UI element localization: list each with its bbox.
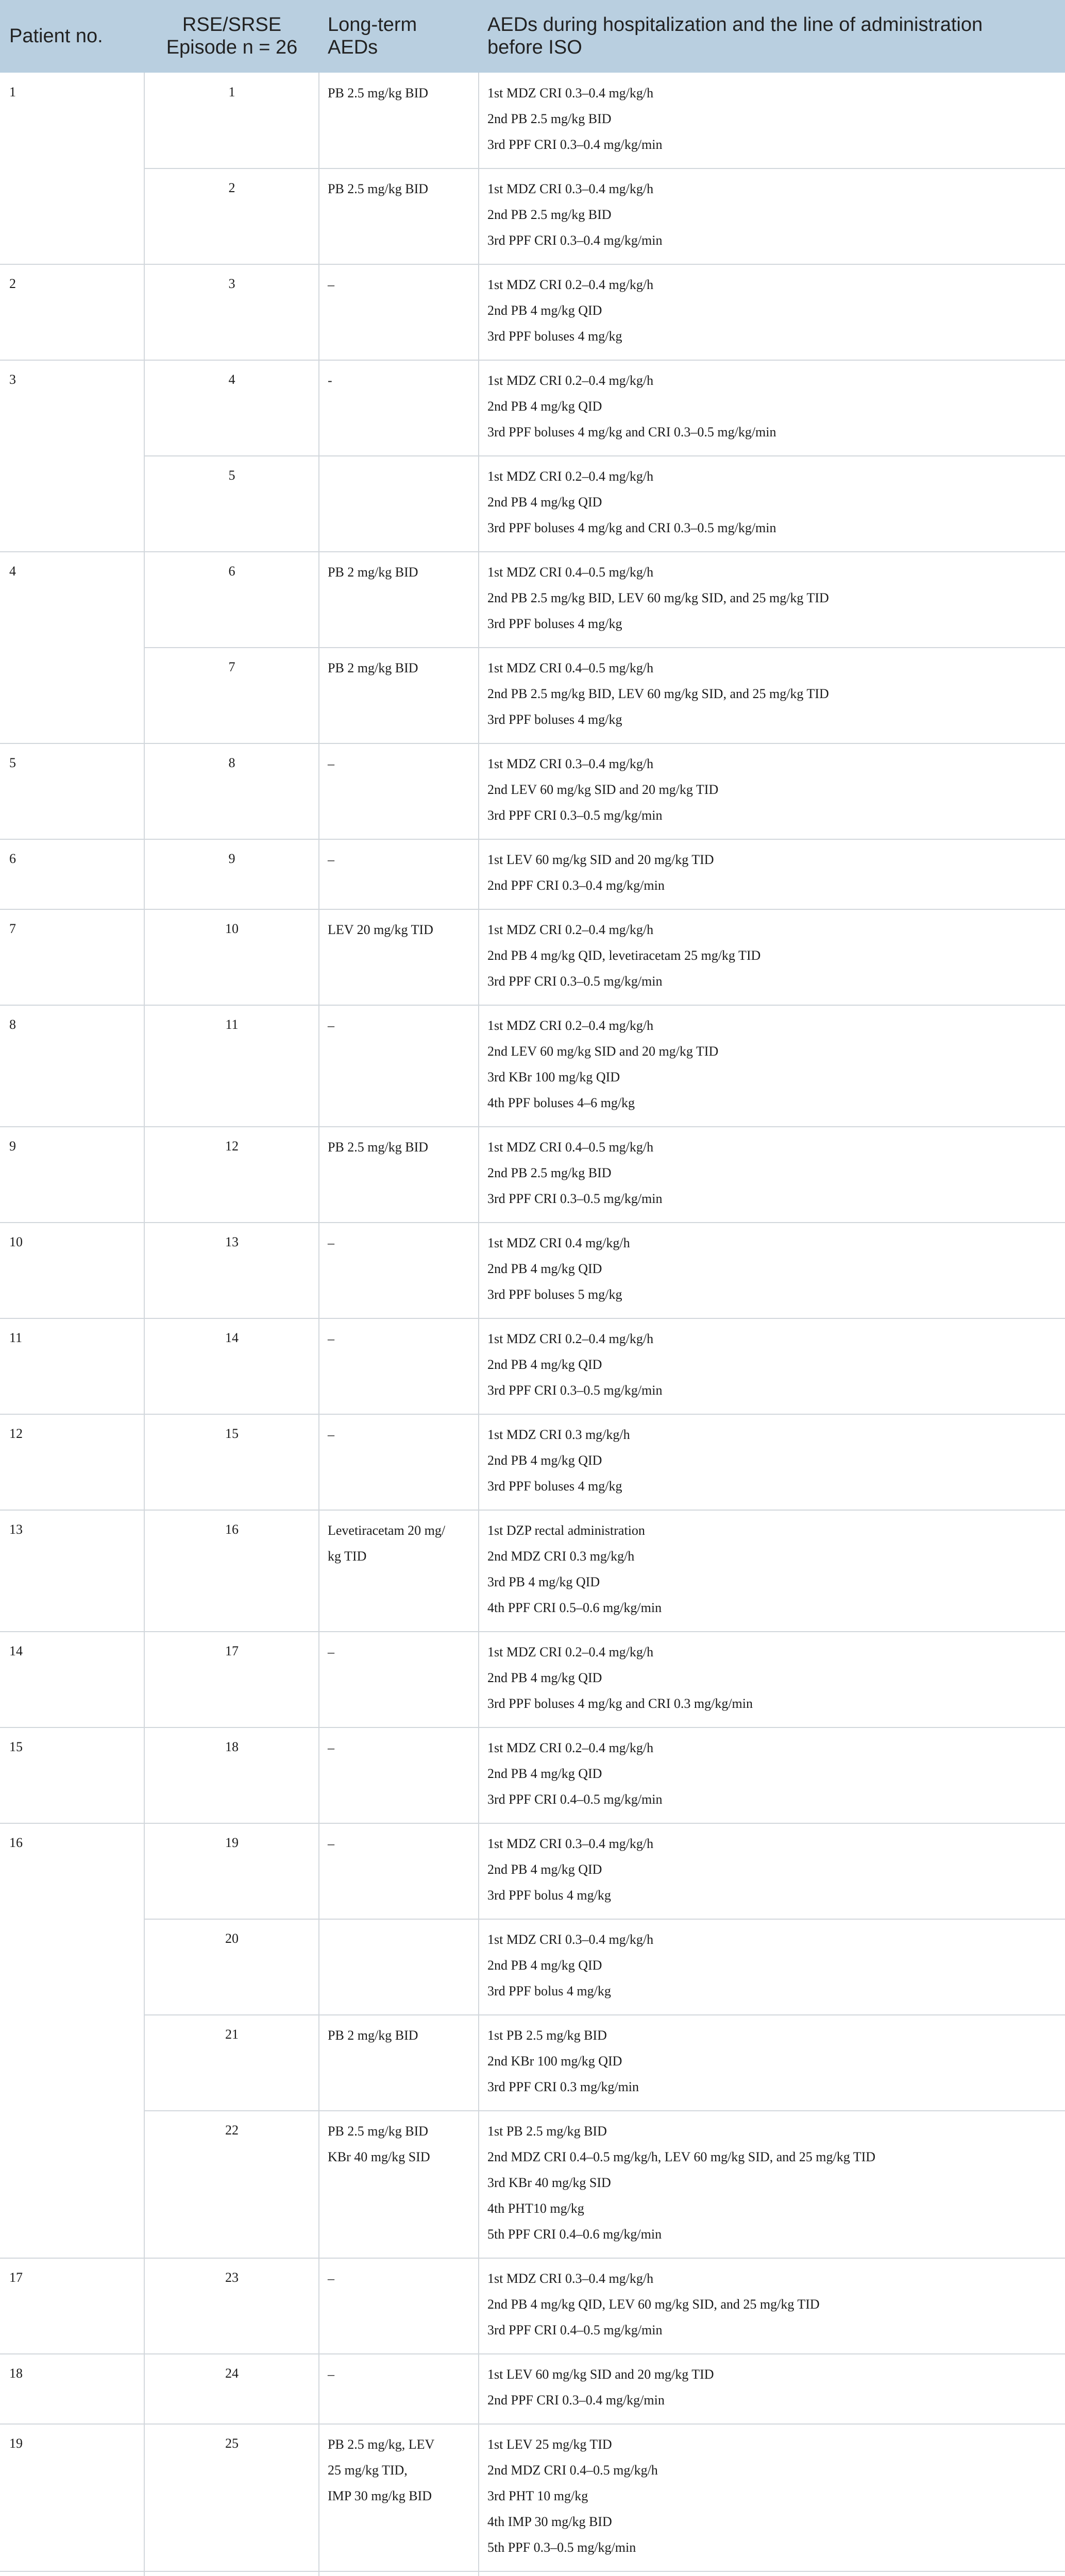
column-divider (318, 2354, 319, 2424)
row-divider (0, 839, 1065, 840)
column-divider (144, 2424, 145, 2571)
column-divider (144, 909, 145, 1005)
row-divider (0, 1414, 1065, 1415)
column-divider (318, 839, 319, 909)
admin-line: 1st MDZ CRI 0.4 mg/kg/h (487, 1235, 630, 1250)
aed-line: PB 2 mg/kg BID (328, 565, 418, 580)
column-divider (478, 1632, 479, 1727)
admin-line: 4th PPF boluses 4–6 mg/kg (487, 1095, 635, 1110)
column-divider (478, 2571, 479, 2576)
patient-number: 15 (9, 1739, 23, 1754)
column-divider (478, 2354, 479, 2424)
admin-line: 1st MDZ CRI 0.2–0.4 mg/kg/h (487, 1645, 654, 1659)
column-divider (478, 1318, 479, 1414)
long-term-aeds (328, 1013, 472, 1039)
admin-line: 1st MDZ CRI 0.3–0.4 mg/kg/h (487, 1932, 654, 1947)
column-divider (318, 1223, 319, 1318)
row-divider (0, 1126, 1065, 1127)
long-term-aeds (328, 1134, 472, 1160)
aed-line: – (328, 1331, 334, 1346)
episode-number: 4 (228, 372, 235, 387)
episode-number: 15 (225, 1426, 239, 1441)
row-divider (144, 2014, 1065, 2015)
administration-lines (487, 560, 1054, 637)
admin-line: 2nd PB 4 mg/kg QID (487, 1453, 602, 1468)
episode-number: 17 (225, 1643, 239, 1658)
administration-lines (487, 1230, 1054, 1308)
admin-line: 1st MDZ CRI 0.4–0.5 mg/kg/h (487, 660, 654, 675)
admin-line: 3rd KBr 40 mg/kg SID (487, 2175, 611, 2190)
column-divider (144, 1127, 145, 1223)
admin-line: 1st MDZ CRI 0.2–0.4 mg/kg/h (487, 1018, 654, 1033)
admin-line: 2nd PB 2.5 mg/kg BID (487, 111, 612, 126)
patient-number: 3 (9, 372, 16, 387)
episode-number: 24 (225, 2366, 239, 2381)
header-admin-line1: AEDs during hospitalization and the line of administration (487, 14, 983, 36)
long-term-aeds (328, 751, 472, 777)
column-divider (478, 73, 479, 264)
admin-line: 3rd PPF CRI 0.4–0.5 mg/kg/min (487, 2323, 663, 2337)
row-divider (0, 2258, 1065, 2259)
column-divider (478, 1510, 479, 1632)
admin-line: 3rd PPF bolus 4 mg/kg (487, 1888, 611, 1903)
administration-lines (487, 272, 1054, 349)
column-divider (144, 1510, 145, 1632)
patient-number: 17 (9, 2270, 23, 2285)
column-divider (144, 1223, 145, 1318)
column-divider (318, 2258, 319, 2354)
column-divider (478, 2258, 479, 2354)
patient-number: 1 (9, 84, 16, 99)
column-divider (318, 360, 319, 552)
episode-number: 25 (225, 2436, 239, 2451)
long-term-aeds (328, 80, 472, 106)
admin-line: 1st MDZ CRI 0.2–0.4 mg/kg/h (487, 1331, 654, 1346)
aed-line: kg TID (328, 1549, 367, 1564)
admin-line: 2nd PB 4 mg/kg QID (487, 1261, 602, 1276)
admin-line: 1st MDZ CRI 0.4–0.5 mg/kg/h (487, 1140, 654, 1155)
admin-line: 1st LEV 60 mg/kg SID and 20 mg/kg TID (487, 2367, 714, 2382)
patient-number: 16 (9, 1835, 23, 1850)
administration-lines (487, 368, 1054, 445)
episode-number: 2 (228, 180, 235, 195)
column-divider (318, 552, 319, 743)
row-divider (0, 2353, 1065, 2354)
long-term-aeds (328, 655, 472, 681)
long-term-aeds (328, 272, 472, 298)
header-longterm-line1: Long-term (328, 14, 417, 36)
column-divider (318, 1127, 319, 1223)
column-divider (478, 1223, 479, 1318)
column-divider (318, 1632, 319, 1727)
episode-number: 6 (228, 564, 235, 579)
aed-line: IMP 30 mg/kg BID (328, 2488, 432, 2503)
long-term-aeds (328, 2266, 472, 2292)
admin-line: 3rd PPF boluses 4 mg/kg (487, 712, 622, 727)
admin-line: 3rd PPF CRI 0.3–0.4 mg/kg/min (487, 137, 663, 152)
admin-line: 3rd PB 4 mg/kg QID (487, 1574, 600, 1589)
admin-line: 2nd PB 4 mg/kg QID (487, 1670, 602, 1685)
administration-lines (487, 917, 1054, 994)
episode-number: 19 (225, 1835, 239, 1850)
admin-line: 2nd MDZ CRI 0.4–0.5 mg/kg/h, LEV 60 mg/kg SID, and 25 mg/kg TID (487, 2149, 876, 2164)
patient-number: 14 (9, 1643, 23, 1658)
table-header (0, 0, 1065, 73)
admin-line: 2nd KBr 100 mg/kg QID (487, 2054, 622, 2069)
patient-number: 9 (9, 1139, 16, 1154)
administration-lines (487, 1422, 1054, 1499)
admin-line: 1st MDZ CRI 0.2–0.4 mg/kg/h (487, 1740, 654, 1755)
row-divider (0, 2424, 1065, 2425)
row-divider (0, 2571, 1065, 2572)
admin-line: 2nd LEV 60 mg/kg SID and 20 mg/kg TID (487, 1044, 719, 1059)
column-divider (144, 1005, 145, 1127)
aed-line: PB 2.5 mg/kg, LEV (328, 2437, 435, 2452)
aed-line: LEV 20 mg/kg TID (328, 922, 433, 937)
long-term-aeds (328, 1639, 472, 1665)
long-term-aeds (328, 560, 472, 585)
header-longterm-line2: AEDs (328, 37, 378, 58)
row-divider (0, 1005, 1065, 1006)
column-divider (318, 2571, 319, 2576)
aed-line: PB 2.5 mg/kg BID (328, 181, 429, 196)
admin-line: 1st MDZ CRI 0.3–0.4 mg/kg/h (487, 756, 654, 771)
long-term-aeds (328, 1518, 472, 1569)
admin-line: 1st MDZ CRI 0.3–0.4 mg/kg/h (487, 1836, 654, 1851)
admin-line: 2nd PPF CRI 0.3–0.4 mg/kg/min (487, 2393, 665, 2408)
aed-line: PB 2 mg/kg BID (328, 2028, 418, 2043)
admin-line: 2nd PB 2.5 mg/kg BID (487, 1165, 612, 1180)
patient-number: 6 (9, 851, 16, 866)
episode-number: 16 (225, 1522, 239, 1537)
episode-number: 22 (225, 2123, 239, 2138)
row-divider (0, 360, 1065, 361)
row-divider (144, 455, 1065, 456)
admin-line: 2nd PPF CRI 0.3–0.4 mg/kg/min (487, 878, 665, 893)
admin-line: 1st PB 2.5 mg/kg BID (487, 2124, 607, 2139)
row-divider (144, 1919, 1065, 1920)
episode-number: 10 (225, 921, 239, 936)
administration-lines (487, 2119, 1054, 2247)
admin-line: 3rd PPF CRI 0.3–0.5 mg/kg/min (487, 808, 663, 823)
column-divider (478, 839, 479, 909)
row-divider (144, 2110, 1065, 2111)
patient-number: 8 (9, 1017, 16, 1032)
aed-line: 25 mg/kg TID, (328, 2463, 408, 2478)
long-term-aeds (328, 176, 472, 202)
row-divider (0, 1823, 1065, 1824)
long-term-aeds (328, 1422, 472, 1448)
admin-line: 3rd PPF boluses 4 mg/kg and CRI 0.3–0.5 mg/kg/min (487, 425, 776, 439)
aed-line: KBr 40 mg/kg SID (328, 2149, 430, 2164)
long-term-aeds (328, 368, 472, 394)
episode-number: 5 (228, 468, 235, 483)
column-divider (318, 1318, 319, 1414)
admin-line: 2nd PB 4 mg/kg QID (487, 1357, 602, 1372)
episode-number: 9 (228, 851, 235, 866)
column-divider (144, 1414, 145, 1510)
admin-line: 1st MDZ CRI 0.3 mg/kg/h (487, 1427, 630, 1442)
header-patient-no: Patient no. (9, 25, 103, 47)
administration-lines (487, 176, 1054, 253)
column-divider (478, 552, 479, 743)
column-divider (318, 909, 319, 1005)
aed-line: PB 2.5 mg/kg BID (328, 2124, 429, 2139)
administration-lines (487, 2023, 1054, 2100)
administration-lines (487, 1735, 1054, 1812)
admin-line: 2nd PB 4 mg/kg QID (487, 1766, 602, 1781)
column-divider (318, 264, 319, 360)
column-divider (318, 73, 319, 264)
admin-line: 1st MDZ CRI 0.2–0.4 mg/kg/h (487, 277, 654, 292)
admin-line: 5th PPF CRI 0.4–0.6 mg/kg/min (487, 2227, 662, 2242)
patient-number: 11 (9, 1330, 23, 1345)
column-divider (318, 1414, 319, 1510)
admin-line: 2nd PB 2.5 mg/kg BID, LEV 60 mg/kg SID, and 25 mg/kg TID (487, 686, 829, 701)
admin-line: 3rd PPF CRI 0.3–0.5 mg/kg/min (487, 974, 663, 989)
admin-line: 4th PHT10 mg/kg (487, 2201, 584, 2216)
row-divider (0, 909, 1065, 910)
admin-line: 1st MDZ CRI 0.3–0.4 mg/kg/h (487, 2271, 654, 2286)
admin-line: 3rd PPF CRI 0.3–0.5 mg/kg/min (487, 1191, 663, 1206)
aed-line: – (328, 1645, 334, 1659)
aed-line: – (328, 1235, 334, 1250)
long-term-aeds (328, 1230, 472, 1256)
patient-number: 10 (9, 1234, 23, 1249)
admin-line: 3rd PPF CRI 0.3 mg/kg/min (487, 2079, 639, 2094)
admin-line: 4th IMP 30 mg/kg BID (487, 2514, 612, 2529)
admin-line: 1st PB 2.5 mg/kg BID (487, 2028, 607, 2043)
administration-lines (487, 1927, 1054, 2004)
column-divider (144, 2354, 145, 2424)
column-divider (478, 2424, 479, 2571)
patient-number: 13 (9, 1522, 23, 1537)
episode-number: 8 (228, 755, 235, 770)
row-divider (0, 1631, 1065, 1632)
row-divider (0, 551, 1065, 552)
aed-line: PB 2.5 mg/kg BID (328, 86, 429, 100)
column-divider (318, 743, 319, 839)
aed-line: – (328, 1740, 334, 1755)
admin-line: 3rd PPF boluses 4 mg/kg (487, 329, 622, 344)
episode-number: 23 (225, 2270, 239, 2285)
column-divider (144, 2258, 145, 2354)
aed-line: – (328, 1427, 334, 1442)
column-divider (144, 1727, 145, 1823)
column-divider (144, 1318, 145, 1414)
column-divider (478, 264, 479, 360)
admin-line: 2nd PB 4 mg/kg QID, LEV 60 mg/kg SID, and 25 mg/kg TID (487, 2297, 820, 2312)
administration-lines (487, 2432, 1054, 2561)
long-term-aeds (328, 2023, 472, 2048)
aed-line: - (328, 373, 332, 388)
row-divider (0, 264, 1065, 265)
admin-line: 1st MDZ CRI 0.2–0.4 mg/kg/h (487, 373, 654, 388)
admin-line: 1st MDZ CRI 0.3–0.4 mg/kg/h (487, 86, 654, 100)
row-divider (0, 1318, 1065, 1319)
episode-number: 3 (228, 276, 235, 291)
admin-line: 2nd PB 4 mg/kg QID (487, 1958, 602, 1973)
column-divider (144, 264, 145, 360)
column-divider (478, 743, 479, 839)
column-divider (478, 1005, 479, 1127)
column-divider (318, 1005, 319, 1127)
column-divider (144, 1823, 145, 2258)
column-divider (318, 1510, 319, 1632)
administration-lines (487, 847, 1054, 899)
administration-lines (487, 1134, 1054, 1212)
aed-line: – (328, 756, 334, 771)
header-admin-line2: before ISO (487, 37, 582, 58)
admin-line: 1st MDZ CRI 0.3–0.4 mg/kg/h (487, 181, 654, 196)
aed-line: – (328, 277, 334, 292)
column-divider (478, 1727, 479, 1823)
column-divider (478, 909, 479, 1005)
episode-number: 20 (225, 1931, 239, 1946)
administration-lines (487, 1518, 1054, 1621)
column-divider (144, 73, 145, 264)
admin-line: 2nd PB 4 mg/kg QID, levetiracetam 25 mg/kg TID (487, 948, 761, 963)
aed-line: – (328, 1836, 334, 1851)
patient-number: 19 (9, 2436, 23, 2451)
admin-line: 3rd PPF bolus 4 mg/kg (487, 1984, 611, 1998)
column-divider (478, 1414, 479, 1510)
administration-lines (487, 2362, 1054, 2413)
admin-line: 3rd KBr 100 mg/kg QID (487, 1070, 620, 1084)
admin-line: 1st MDZ CRI 0.2–0.4 mg/kg/h (487, 922, 654, 937)
long-term-aeds (328, 2362, 472, 2387)
admin-line: 3rd PPF boluses 4 mg/kg and CRI 0.3 mg/kg/min (487, 1696, 753, 1711)
row-divider (0, 1510, 1065, 1511)
column-divider (478, 360, 479, 552)
admin-line: 3rd PPF boluses 4 mg/kg and CRI 0.3–0.5 mg/kg/min (487, 520, 776, 535)
admin-line: 3rd PPF boluses 5 mg/kg (487, 1287, 622, 1302)
admin-line: 2nd PB 4 mg/kg QID (487, 399, 602, 414)
admin-line: 1st DZP rectal administration (487, 1523, 645, 1538)
column-divider (144, 552, 145, 743)
episode-number: 14 (225, 1330, 239, 1345)
row-divider (0, 1222, 1065, 1223)
admin-line: 3rd PPF CRI 0.3–0.5 mg/kg/min (487, 1383, 663, 1398)
admin-line: 1st MDZ CRI 0.4–0.5 mg/kg/h (487, 565, 654, 580)
column-divider (144, 360, 145, 552)
episode-number: 12 (225, 1139, 239, 1154)
column-divider (318, 1727, 319, 1823)
aed-line: – (328, 852, 334, 867)
episode-number: 7 (228, 659, 235, 674)
admin-line: 2nd PB 4 mg/kg QID (487, 303, 602, 318)
administration-lines (487, 751, 1054, 828)
administration-lines (487, 464, 1054, 541)
admin-line: 5th PPF 0.3–0.5 mg/kg/min (487, 2540, 636, 2555)
admin-line: 2nd PB 2.5 mg/kg BID (487, 207, 612, 222)
column-divider (318, 1823, 319, 2258)
episode-number: 1 (228, 84, 235, 99)
long-term-aeds (328, 1831, 472, 1857)
row-divider (0, 743, 1065, 744)
administration-lines (487, 2266, 1054, 2343)
patient-number: 2 (9, 276, 16, 291)
admin-line: 3rd PPF CRI 0.3–0.4 mg/kg/min (487, 233, 663, 248)
aed-line: PB 2.5 mg/kg BID (328, 1140, 429, 1155)
administration-lines (487, 1013, 1054, 1116)
admin-line: 4th PPF CRI 0.5–0.6 mg/kg/min (487, 1600, 662, 1615)
patient-number: 5 (9, 755, 16, 770)
admin-line: 2nd PB 4 mg/kg QID (487, 495, 602, 510)
episode-number: 11 (225, 1017, 239, 1032)
aed-line: PB 2 mg/kg BID (328, 660, 418, 675)
aed-line: – (328, 2367, 334, 2382)
admin-line: 1st MDZ CRI 0.2–0.4 mg/kg/h (487, 469, 654, 484)
administration-lines (487, 1831, 1054, 1908)
admin-line: 2nd PB 2.5 mg/kg BID, LEV 60 mg/kg SID, and 25 mg/kg TID (487, 590, 829, 605)
patient-number: 7 (9, 921, 16, 936)
column-divider (478, 1823, 479, 2258)
admin-line: 2nd MDZ CRI 0.4–0.5 mg/kg/h (487, 2463, 658, 2478)
admin-line: 2nd MDZ CRI 0.3 mg/kg/h (487, 1549, 635, 1564)
long-term-aeds (328, 2119, 472, 2170)
admin-line: 3rd PPF boluses 4 mg/kg (487, 1479, 622, 1494)
column-divider (144, 1632, 145, 1727)
aed-line: Levetiracetam 20 mg/ (328, 1523, 446, 1538)
admin-line: 3rd PPF CRI 0.4–0.5 mg/kg/min (487, 1792, 663, 1807)
admin-line: 1st LEV 60 mg/kg SID and 20 mg/kg TID (487, 852, 714, 867)
column-divider (478, 1127, 479, 1223)
patient-number: 4 (9, 564, 16, 579)
column-divider (144, 2571, 145, 2576)
episode-number: 18 (225, 1739, 239, 1754)
column-divider (318, 2424, 319, 2571)
long-term-aeds (328, 1735, 472, 1761)
long-term-aeds (328, 917, 472, 943)
long-term-aeds (328, 1326, 472, 1352)
aed-line: – (328, 1018, 334, 1033)
patient-number: 12 (9, 1426, 23, 1441)
aed-line: – (328, 2271, 334, 2286)
admin-line: 3rd PHT 10 mg/kg (487, 2488, 588, 2503)
admin-line: 1st LEV 25 mg/kg TID (487, 2437, 612, 2452)
row-divider (0, 1727, 1065, 1728)
administration-lines (487, 80, 1054, 158)
column-divider (144, 743, 145, 839)
admin-line: 2nd LEV 60 mg/kg SID and 20 mg/kg TID (487, 782, 719, 797)
administration-lines (487, 1326, 1054, 1403)
patient-number: 18 (9, 2366, 23, 2381)
episode-number: 13 (225, 1234, 239, 1249)
admin-line: 2nd PB 4 mg/kg QID (487, 1862, 602, 1877)
long-term-aeds (328, 847, 472, 873)
administration-lines (487, 1639, 1054, 1717)
header-episode-line2: Episode n = 26 (166, 37, 298, 58)
row-divider (144, 647, 1065, 648)
episode-number: 21 (225, 2027, 239, 2042)
admin-line: 3rd PPF boluses 4 mg/kg (487, 616, 622, 631)
header-episode-line1: RSE/SRSE (182, 14, 282, 36)
row-divider (144, 168, 1065, 169)
administration-lines (487, 655, 1054, 733)
long-term-aeds (328, 2432, 472, 2509)
column-divider (144, 839, 145, 909)
